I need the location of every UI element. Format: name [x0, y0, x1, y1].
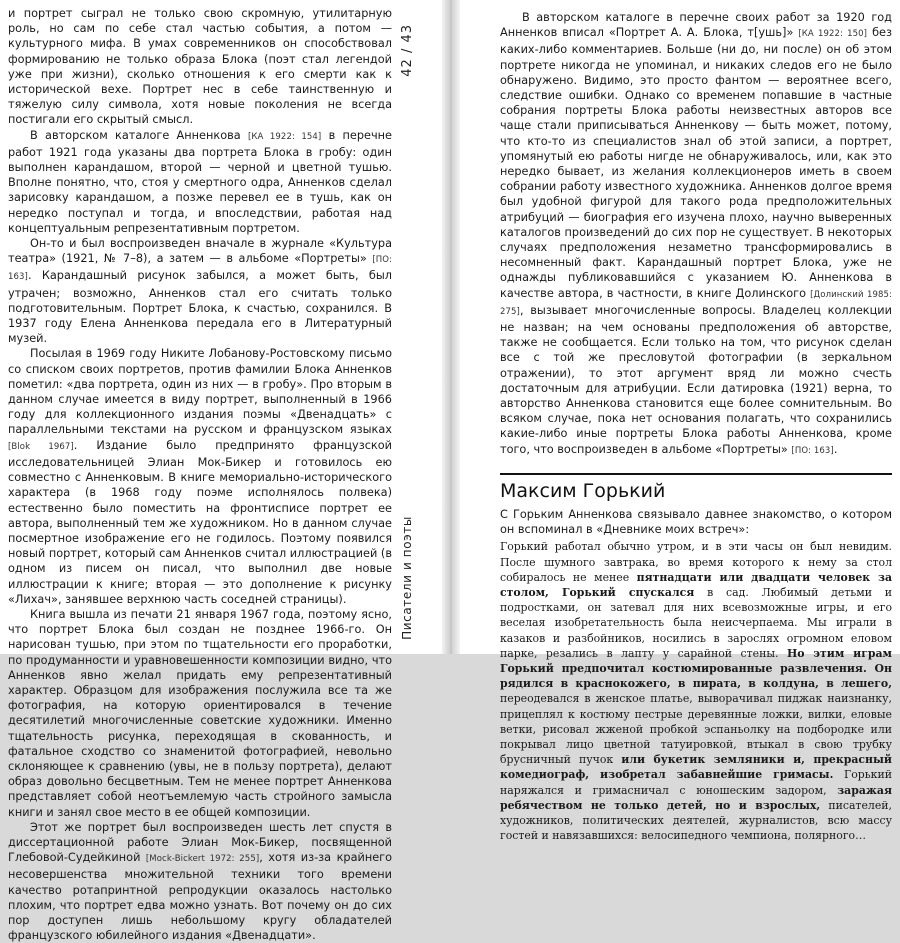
paragraph-text: Посылая в 1969 году Никите Лобанову-Ростовскому письмо со списком своих портретов, против фамилии Блока Анненков пометил: «два портрета, один из них — в гробу». Про вторым в данном случае имеется в виду портрет, выполненный в 1966 году для коллекционного издания поэмы «Двенадцать» с параллельными текстами на русском и французском языках — [8, 347, 392, 437]
quote-paragraph — [500, 539, 892, 843]
quote-text: в сад. Любимый детьми и подростками, он затевал для них всевозможные игры, и его веселая изобретательность была неисчерпаема. Мы играли в казаков и разбойников, носились в зарослях огромном еловом парке, резались в лапту у сарайной стены. — [500, 585, 892, 660]
quote-emphasis: Но этим играм Горький предпочитал костюмированные развлечения. Он рядился в краснокожего, в пирата, в колдуна, в лешего, — [500, 646, 892, 691]
paragraph-text: Этот же портрет был воспроизведен шесть лет спустя в диссертационной работе Элиан Мок-Бикер, посвященной Глебовой-Судейкиной — [8, 820, 392, 865]
section-intro: С Горьким Анненкова связывало давнее знакомство, о котором он вспоминал в «Дневнике моих встреч»: — [500, 507, 892, 537]
page-number: 42 / 43 — [400, 24, 415, 77]
body-paragraph — [8, 820, 392, 943]
paragraph-text: без каких-либо комментариев. Больше (ни до, ни после) он об этом портрете никогда не упоминал, и никаких следов его не было обнаружено. Видимо, это просто фантом — вероятнее всего, следствие ошибки. Однако со временем попавшие в частные собрания портреты Блока работы неизвестных авторов все чаще стали приписываться Анненкову — быть может, потому, что кто-то из специалистов знал об этой записи, а портрет, упомянутый ею работы нигде не обнаруживалось, или, как это нередко бывает, из желания коллекционеров иметь в своем собрании работу известного художника. Анненков долгое время был удобной фигурой для такого рода предположительных атрибуций — биография его изучена плохо, научно выверенных каталогов произведений до сих пор не существует. В некоторых случаях предположения незаметно трансформировались в несомненный факт. Карандашный портрет Блока, уже не однажды публиковавшийся с указанием Ю. Анненкова в качестве автора, в частности, в книге Долинского — [500, 26, 892, 300]
citation-reference: [Blok 1967] — [8, 441, 74, 452]
left-page — [0, 0, 442, 943]
section-title: Максим Горький — [500, 479, 666, 502]
quote-emphasis: или букетик земляники и, прекрасный комедиограф, изобретал забавнейшие гримасы. — [500, 753, 892, 782]
right-paragraphs — [500, 10, 892, 459]
memoir-quote — [500, 539, 892, 843]
right-page — [460, 0, 900, 843]
citation-reference: [КА 1922: 154] — [247, 131, 322, 142]
citation-reference: [Долинский 1985: 275] — [500, 289, 892, 317]
section-rule — [500, 473, 892, 475]
quote-text: Горький наряжался и гримасничал с юношеским задором, — [500, 768, 892, 797]
paragraph-text: . Издание было предпринято французской исследовательницей Элиан Мок-Бикер и готовилось ею совместно с Анненковым. В книге мемориально-исторического характера (в 1968 году поэме исполнялось полвека) естественно было поместить на фронтисписе портрет ее автора, выполненный тем же художником. Но в данном случае посмертное изображение его не годилось. Поэтому появился новый портрет, который сам Анненков считал иллюстрацией (в одном из писем он писал, что выполнил две новые иллюстрации к книге; вторая — это дополнение к рисунку «Лихач», занявшее верхнюю часть соседней страницы). — [8, 438, 392, 606]
running-head: Писатели и поэты — [400, 516, 414, 640]
quote-text: переодевался в женское платье, выворачивал пиджак наизнанку, прицеплял к костюму пестрые деревянные ложки, вилки, еловые ветки, рисовал жженой пробкой эспаньолку на подбородке или покрывал лицо цветной татуировкой, втыкал в свою трубку брусничный пучок — [500, 692, 892, 767]
right-text-column — [500, 10, 892, 843]
paragraph-text: Книга вышла из печати 21 января 1967 года, поэтому ясно, что портрет Блока был создан не позднее 1966-го. Он нарисован тушью, при этом по тщательности его проработки, по продуманности и уравновешенности композиции видно, что Анненков явно желал придать ему репрезентативный характер. Образцом для изображения послужила все та же фотография, на которую ориентировался в течение десятилетий многочисленные советские художники. Именно тщательность рисунка, переходящая в скованность, и фатальное сходство со знаменитой фотографией, невольно склоняющее к сравнению (увы, не в пользу портрета), делают образ довольно бесцветным. Тем не менее портрет Анненкова представляет собой неотъемлемую часть стройного замысла книги и занял свое место в ее общей композиции. — [8, 607, 392, 819]
body-paragraph — [8, 607, 392, 820]
citation-reference: [КА 1922: 150] — [798, 29, 868, 40]
body-paragraph — [8, 128, 392, 236]
paragraph-text: , вызывает многочисленные вопросы. Владелец коллекции не назван; на чем основаны предположения об авторстве, также не сообщается. Если только на том, что рисунок сделан все с той же пресловутой фотографии (в зеркальном отражении), то этот аргумент вряд ли можно счесть достаточным для атрибуции. Если датировка (1921) верна, то авторство Анненкова становится еще более сомнительным. Во всяком случае, пока нет основания полагать, что сохранились какие-либо иные портреты Блока работы Анненкова, кроме того, что воспроизведен в альбоме «Портреты» — [500, 303, 892, 456]
quote-text: писателей, художников, политических деятелей, журналистов, всю массу гостей и навязавшихся: велосипедного чемпиона, полярного… — [500, 798, 892, 843]
quote-emphasis: заражая ребячеством не только детей, но и взрослых, — [500, 783, 892, 812]
body-paragraph — [8, 236, 392, 346]
paragraph-text: . — [833, 442, 838, 456]
paragraph-text: в перечне работ 1921 года указаны два портрета Блока в гробу: один выполнен карандашом, второй — черной и цветной тушью. Вполне понятно, что, стоя у смертного одра, Анненков сделал зарисовку карандашом, а позже перевел ее в тушь, как он нередко поступал и тогда, и впоследствии, работая над концептуальным репрезентативным портретом. — [8, 128, 393, 235]
left-sidebar — [398, 0, 428, 654]
paragraph-text: Он-то и был воспроизведен вначале в журнале «Культура театра» (1921, № 7–8), а затем — в альбоме «Портреты» — [8, 237, 392, 266]
body-paragraph — [8, 6, 392, 128]
paragraph-text: , хотя из-за крайнего несовершенства множительной техники того времени качество ротапринтной репродукции оказалось настолько плохим, что портрет едва можно узнать. Вот почему он до сих пор доступен лишь небольшому кругу обладателей французского юбилейного издания «Двенадцати». — [8, 851, 393, 943]
left-text-column — [8, 6, 392, 943]
paragraph-text: В авторском каталоге в перечне своих работ за 1920 год Анненков вписал «Портрет А. А. Блока, т[ушь]» — [500, 11, 892, 40]
citation-reference: [ПО: 163] — [8, 255, 392, 283]
citation-reference: [ПО: 163] — [791, 445, 834, 456]
body-paragraph — [8, 346, 392, 606]
body-paragraph — [500, 10, 892, 459]
paragraph-text: В авторском каталоге Анненкова — [30, 128, 248, 142]
citation-reference: [Mock-Bickert 1972: 255] — [145, 854, 260, 865]
quote-text: Горький работал обычно утром, и в эти часы он был невидим. После шумного завтрака, во время которого к нему за стол собиралось не менее — [500, 540, 892, 584]
quote-emphasis: пятнадцати или двадцати человек за столом, Горький спускался — [500, 570, 892, 599]
paragraph-text: . Карандашный рисунок забылся, а может быть, был утрачен; возможно, Анненков стал его считать только подготовительным. Портрет Блока, к счастью, сохранился. В 1937 году Елена Анненкова передала его в Литературный музей. — [8, 269, 392, 346]
paragraph-text: и портрет сыграл не только свою скромную, утилитарную роль, но сам по себе стал частью события, а потом — культурного мифа. В умах современников он способствовал формированию не только образа Блока (поэт стал легендой уже при жизни), сколько отношения к его смерти как к исторической вехе. Портрет нес в себе таинственную и тяжелую силу символа, хотя новые поколения не всегда постигали его скрытый смысл. — [8, 7, 392, 127]
book-gutter — [442, 0, 460, 654]
